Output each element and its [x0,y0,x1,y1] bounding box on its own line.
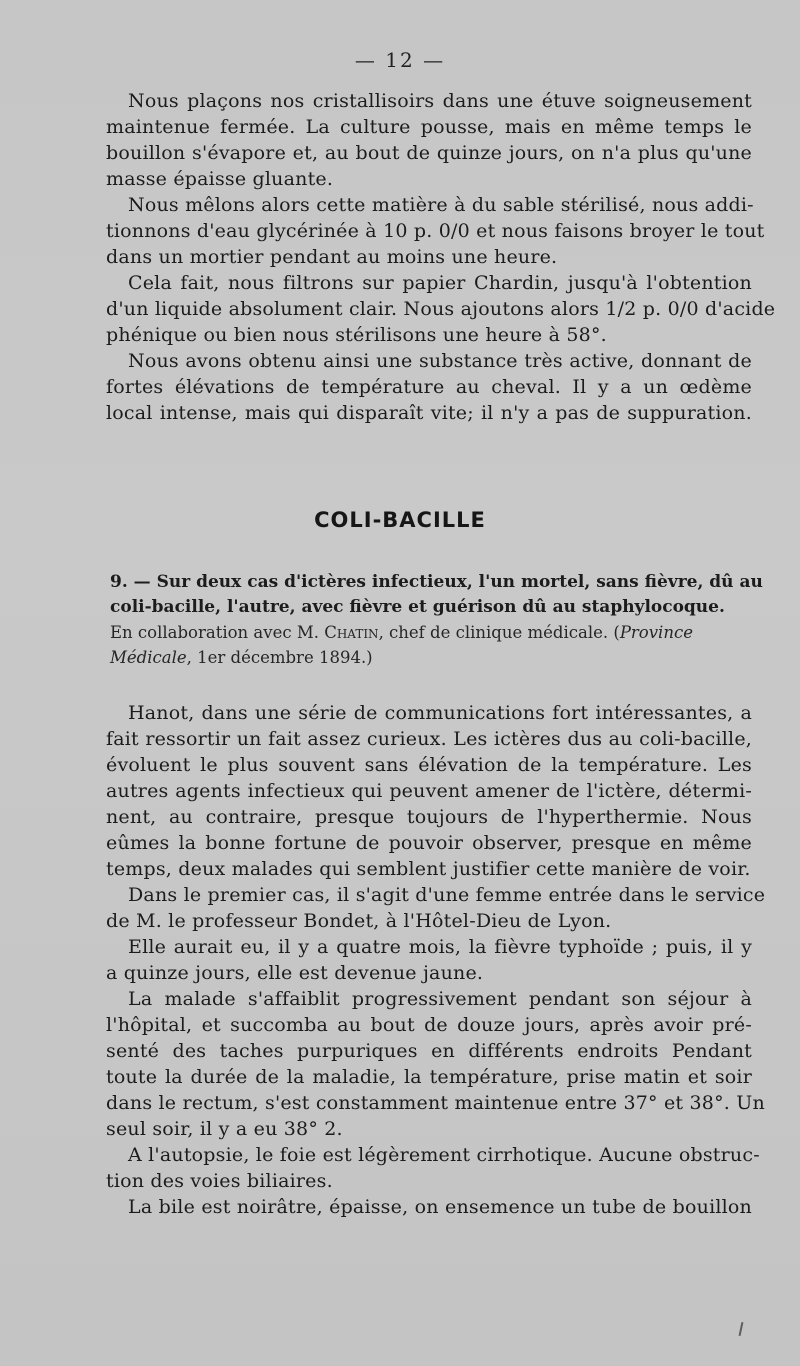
body-text-top [106,88,776,426]
entry-title-line: coli-bacille, l'autre, avec fièvre et guérison dû au staphylocoque. [110,597,725,617]
text-line: bouillon s'évapore et, au bout de quinze jours, on n'a plus qu'une [106,142,752,164]
text-line: d'un liquide absolument clair. Nous ajoutons alors 1/2 p. 0/0 d'acide [106,298,776,320]
entry-note-line [110,620,754,645]
text-line: maintenue fermée. La culture pousse, mais en même temps le [106,116,752,138]
text-line: A l'autopsie, le foie est légèrement cirrhotique. Aucune obstruc- [128,1144,760,1166]
text-line: Dans le premier cas, il s'agit d'une femme entrée dans le service [128,884,766,906]
text-line: La bile est noirâtre, épaisse, on ensemence un tube de bouillon [128,1196,752,1218]
text-line: masse épaisse gluante. [106,168,334,190]
text-line: fortes élévations de température au cheval. Il y a un œdème [106,376,752,398]
note-prefix: En collaboration avec M. [110,623,319,642]
bibliography-entry [110,570,763,670]
text-line: La malade s'affaiblit progressivement pendant son séjour à [128,988,752,1010]
text-line: Hanot, dans une série de communications fort intéressantes, a [128,702,752,724]
text-line: a quinze jours, elle est devenue jaune. [106,962,484,984]
note-middle: , chef de clinique médicale. ( [378,623,620,642]
text-line: de M. le professeur Bondet, à l'Hôtel-Dieu de Lyon. [106,910,612,932]
section-heading: COLI-BACILLE [314,508,486,532]
entry-title-line: 9. — Sur deux cas d'ictères infectieux, l'un mortel, sans fièvre, dû au [110,572,763,592]
text-line: fait ressortir un fait assez curieux. Les ictères dus au coli-bacille, [106,728,752,750]
text-line: senté des taches purpuriques en différents endroits Pendant [106,1040,752,1062]
text-line: évoluent le plus souvent sans élévation de la température. Les [106,754,752,776]
publication-date: , 1er décembre 1894.) [186,648,373,667]
scan-artifact-mark [739,1322,744,1336]
text-line: autres agents infectieux qui peuvent amener de l'ictère, détermi- [106,780,752,802]
text-line: tionnons d'eau glycérinée à 10 p. 0/0 et nous faisons broyer le tout [106,220,765,242]
text-line: seul soir, il y a eu 38° 2. [106,1118,343,1140]
text-line: Nous mêlons alors cette matière à du sable stérilisé, nous addi- [128,194,754,216]
text-line: toute la durée de la maladie, la température, prise matin et soir [106,1066,752,1088]
text-line: Nous plaçons nos cristallisoirs dans une étuve soigneusement [128,90,752,112]
text-line: Cela fait, nous filtrons sur papier Chardin, jusqu'à l'obtention [128,272,752,294]
journal-name-part: Province [619,623,693,642]
text-line: tion des voies biliaires. [106,1170,333,1192]
text-line: local intense, mais qui disparaît vite; il n'y a pas de suppuration. [106,402,752,424]
text-line: l'hôpital, et succomba au bout de douze jours, après avoir pré- [106,1014,752,1036]
text-line: temps, deux malades qui semblent justifier cette manière de voir. [106,858,751,880]
text-line: nent, au contraire, presque toujours de l'hyperthermie. Nous [106,806,752,828]
text-line: Elle aurait eu, il y a quatre mois, la fièvre typhoïde ; puis, il y [128,936,752,958]
text-line: eûmes la bonne fortune de pouvoir observer, presque en même [106,832,752,854]
text-line: phénique ou bien nous stérilisons une heure à 58°. [106,324,607,346]
page-number: — 12 — [354,48,446,72]
text-line: dans le rectum, s'est constamment maintenue entre 37° et 38°. Un [106,1092,765,1114]
collaborator-name: Chatin [324,623,379,642]
text-line: Nous avons obtenu ainsi une substance très active, donnant de [128,350,752,372]
entry-note-line [110,645,754,670]
body-text-bottom [106,700,766,1220]
text-line: dans un mortier pendant au moins une heure. [106,246,558,268]
journal-name-part: Médicale [110,648,187,667]
